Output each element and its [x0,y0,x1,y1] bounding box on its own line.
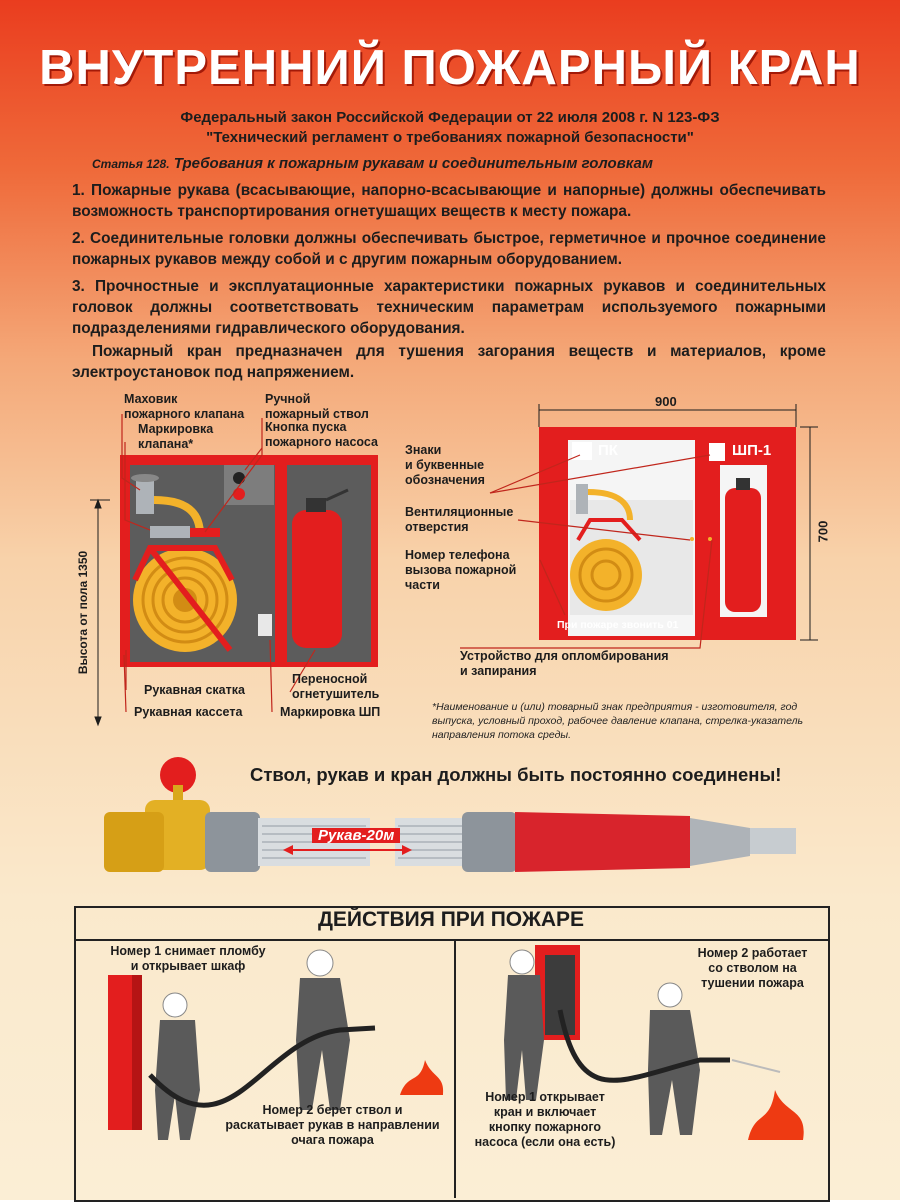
connection-note: Ствол, рукав и кран должны быть постоянно соединены! [250,764,782,785]
step-line: Номер 1 снимает пломбу [110,944,266,958]
label-pump-button [265,420,378,450]
purpose-text: Пожарный кран предназначен для тушения загорания веществ и материалов, кроме электроустановок под напряжением. [72,343,826,381]
label-vents [405,505,513,535]
label-nozzle [265,392,369,422]
call-text: При пожаре звонить 01 [557,619,679,631]
label-line: пожарного насоса [265,435,378,449]
law-title: Федеральный закон Российской Федерации от 22 июля 2008 г. N 123-ФЗ [180,109,720,126]
hose-roll-left [133,548,237,652]
step-line: раскатывает рукав в направлении [225,1118,440,1132]
actions-title: ДЕЙСТВИЯ ПРИ ПОЖАРЕ [317,908,585,931]
label-line: Вентиляционные [405,505,514,519]
label-signs [405,443,485,488]
label-line: Маркировка [138,422,214,436]
article-number: Статья 128. [92,157,170,171]
label-line: Маховик [124,392,178,406]
height-dimension [90,500,110,725]
label-height: Высота от пола 1350 [76,550,91,675]
label-valve-marking [138,422,213,452]
step-line: кнопку пожарного [488,1120,602,1134]
dimension-height: 700 [815,520,831,543]
label-lock [460,649,669,679]
label-hose-cassette: Рукавная кассета [134,705,243,719]
label-hose-roll: Рукавная скатка [144,683,245,697]
label-line: обозначения [405,473,485,487]
label-cabinet-marking: Маркировка ШП [280,705,381,719]
label-line: клапана* [138,437,194,451]
step-line: и открывает шкаф [130,959,246,973]
paragraph-2: 2. Соединительные головки должны обеспечивать быстрое, герметичное и прочное соединение пожарных рукавов между собой и с другим пожарным оборудованием. [72,230,826,268]
label-line: Устройство для опломбирования [460,649,669,663]
label-line: огнетушитель [292,687,380,701]
step-1a [88,944,288,974]
label-line: Переносной [292,672,368,686]
label-phone [405,548,516,593]
step-line: Номер 2 берет ствол и [262,1103,403,1117]
label-valve-wheel [124,392,244,422]
sign-shp: ШП-1 [732,442,772,459]
step-line: очага пожара [291,1133,374,1147]
label-line: части [405,578,440,592]
label-line: отверстия [405,520,469,534]
sign-pk: ПК [598,442,618,459]
actions-title-divider [74,939,828,941]
paragraph-1: 1. Пожарные рукава (всасывающие, напорно-всасывающие и напорные) должны обеспечивать возможность транспортирования огнетушащих веществ к месту пожара. [72,182,826,220]
page-title: ВНУТРЕННИЙ ПОЖАРНЫЙ КРАН [39,41,861,95]
footnote: *Наименование и (или) товарный знак предприятия - изготовителя, год выпуска, условный проход, рабочее давление клапана, стрелка-указатель направления потока среды. [432,701,804,741]
label-line: пожарный ствол [265,407,369,421]
label-line: вызова пожарной [405,563,517,577]
label-extinguisher [292,672,379,702]
law-subtitle: "Технический регламент о требованиях пожарной безопасности" [206,129,694,146]
label-line: и запирания [460,664,537,678]
step-1b [200,1103,465,1148]
step-line: со стволом на [708,961,797,975]
step-2b [455,1090,635,1150]
label-line: пожарного клапана [124,407,245,421]
hose-length-label: Рукав-20м [312,828,400,843]
label-line: Номер телефона [405,548,510,562]
step-line: насоса (если она есть) [474,1135,616,1149]
step-2a [680,946,825,991]
step-line: Номер 1 открывает [485,1090,605,1104]
label-line: Кнопка пуска [265,420,347,434]
paragraph-3: 3. Прочностные и эксплуатационные характеристики пожарных рукавов и соединительных головок должны соответствовать техническим параметрам используемого пожарными подразделениями гидравлического оборудования. [72,278,826,337]
step-line: Номер 2 работает [697,946,808,960]
label-line: Ручной [265,392,311,406]
label-line: и буквенные [405,458,485,472]
label-line: Знаки [405,443,442,457]
article-title: Требования к пожарным рукавам и соединительным головкам [173,155,653,172]
step-line: кран и включает [493,1105,597,1119]
dimension-width: 900 [655,394,677,409]
step-line: тушении пожара [701,976,804,990]
